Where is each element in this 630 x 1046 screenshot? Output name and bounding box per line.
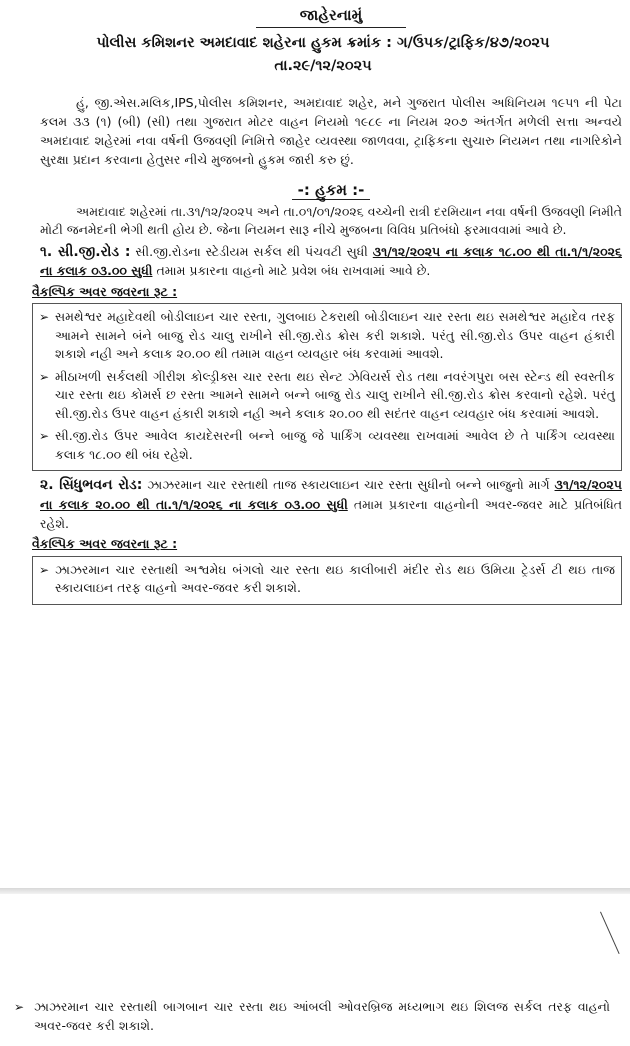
list-item [33,561,615,598]
route-text: સી.જી.રોડ ઉપર આવેલ કાયદેસરની બન્ને બાજુ જે પાર્કિંગ વ્યવસ્થા રાખવામાં આવેલ છે તે પાર્કિંગ વ્યવસ્થા કલાક ૧૮.૦૦ થી બંધ રહેશે. [55,428,615,462]
order-number-line: પોલીસ કમિશનર અમદાવાદ શહેરના હુકમ ક્રમાંક : ગ/ઉપક/ટ્રાફિક/૪૭/૨૦૨૫ [96,35,550,52]
arrow-bullet-icon: ➢ [38,310,50,325]
route-text: સમથેશ્વર મહાદેવથી બોડીલાઇન ચાર રસ્તા, ગુલબાઇ ટેકરાથી બોડીલાઇન ચાર રસ્તા થઇ સમથેશ્વર મહાદેવ તરફ આમને સામને બંને બાજુ રોડ ચાલુ રાખીને સી.જી.રોડ ક્રોસ કરી શકાશે. પરંતુ સી.જી.રોડ ઉપર વાહન હંકારી શકાશે નહી અને કલાક ૨૦.૦૦ થી તમામ વાહન વ્યવહાર બંધ કરવામાં આવશે. [55,309,615,362]
section-1-route-box [32,303,622,471]
arrow-bullet-icon: ➢ [14,1000,25,1014]
section-2-text [40,475,622,533]
section-2-alt-heading: વૈકલ્પિક અવર જવરના રૂટ : [32,536,178,552]
section-1-bold-time: ૩૧/૧૨/૨૦૨૫ ના કલાક ૧૮.૦૦ થી તા.૧/૧/૨૦૨૬ ના કલાક ૦૩.૦૦ સુધી [40,243,622,279]
section-1-text-after: તમામ પ્રકારના વાહનો માટે પ્રવેશ બંધ રાખવામાં આવે છે. [156,263,431,279]
section-1-text-before: સી.જી.રોડના સ્ટેડીયમ સર્કલ થી પંચવટી સુધી [135,243,368,259]
section-1-alt-heading: વૈકલ્પિક અવર જવરના રૂટ : [32,283,178,299]
route-text: ઝાઝરમાન ચાર રસ્તાથી અશ્વમેઘ બંગલો ચાર રસ્તા થઇ કાલીબારી મંદીર રોડ થઇ ઉમિયા ટ્રેડર્સ ટી થઇ તાજ સ્કાયલાઇન તરફ વાહનો અવર-જવર કરી શકાશે. [55,561,615,596]
section-1-text [40,242,622,281]
arrow-bullet-icon: ➢ [38,429,50,444]
section-2-heading: ૨. સિંધુભવન રોડ: [40,477,143,494]
arrow-bullet-icon: ➢ [38,562,50,577]
list-item [33,368,615,424]
list-item [33,308,615,364]
section-2-bold-time: ૩૧/૧૨/૨૦૨૫ ના કલાક ૨૦.૦૦ થી તા.૧/૧/૨૦૨૬ ના કલાક ૦૩.૦૦ સુધી [40,477,622,513]
section-1-heading: ૧. સી.જી.રોડ : [40,243,131,260]
list-item [33,427,615,464]
route-text: ઝાઝરમાન ચાર રસ્તાથી બાગબાન ચાર રસ્તા થઇ આંબલી ઓવરબ્રિજ મધ્યભાગ થઇ શિલજ સર્કલ તરફ વાહનો અવર-જવર કરી શકાશે. [34,999,610,1033]
arrow-bullet-icon: ➢ [38,369,50,384]
scan-crease-line [600,912,620,954]
section-2-route-box [32,556,622,605]
order-date-line: તા.૨૯/૧૨/૨૦૨૫ [274,58,372,75]
document-page-2 [0,894,630,1046]
section-2-text-after: તમામ પ્રકારના વાહનોની અવર-જવર માટે પ્રતિબંધિત રહેશે. [40,497,622,531]
notice-title: જાહેરનામું [256,2,406,28]
hukam-paragraph: અમદાવાદ શહેરમાં તા.૩૧/૧૨/૨૦૨૫ અને તા.૦૧/૦૧/૨૦૨૬ વચ્ચેની રાત્રી દરમિયાન નવા વર્ષની ઉજવણી નિમીતે મોટી જનમેદની ભેગી થતી હોય છે. જેના નિયમન સારૂ નીચે મુજબના વિવિધ પ્રતિબંધો ફરમાવવામાં આવે છે. [40,203,622,238]
intro-paragraph: હું, જી.એસ.મલિક,IPS,પોલીસ કમિશનર, અમદાવાદ શહેર, મને ગુજરાત પોલીસ અધિનિયમ ૧૯૫૧ ની પેટા કલમ ૩૩ (૧) (બી) (સી) તથા ગુજરાત મોટર વાહન નિયમો ૧૯૮૯ ના નિયમ ૨૦૭ અંતર્ગત મળેલી સત્તા અન્વયે અમદાવાદ શહેરમાં નવા વર્ષની ઉજવણી નિમિત્તે જાહેર વ્યવસ્થા જાળવવા, ટ્રાફિકના સુચારુ નિયમન તથા નાગરિકોને સુરક્ષા પ્રદાન કરવાના હેતુસર નીચે મુજબનો હુકમ જારી કરુ છું. [40,94,622,167]
hukam-heading [40,179,622,201]
route-text: મીઠાખળી સર્કલથી ગીરીશ કોલ્ડ્રીક્સ ચાર રસ્તા થઇ સેન્ટ ઝેવિયર્સ રોડ તથા નવરંગપુરા બસ સ્ટેન્ડ થી સ્વસ્તીક ચાર રસ્તા થઇ કોમર્સ છ રસ્તા આમને સામને બન્ને બાજુ રોડ ચાલુ રાખીને સી.જી.રોડ ક્રોસ કરવાનો રહેશે. પરંતુ સી.જી.રોડ ઉપર વાહન હંકારી શકાશે નહી અને કલાક ૨૦.૦૦ થી સદંતર વાહન વ્યવહાર બંધ કરવામાં આવશે. [55,368,615,421]
list-item [14,998,610,1035]
section-2-text-before: ઝાઝરમાન ચાર રસ્તાથી તાજ સ્કાયલાઇન ચાર રસ્તા સુધીનો બન્ને બાજુનો માર્ગ [147,477,550,493]
hukam-heading-text: -: હુકમ :- [292,181,371,200]
